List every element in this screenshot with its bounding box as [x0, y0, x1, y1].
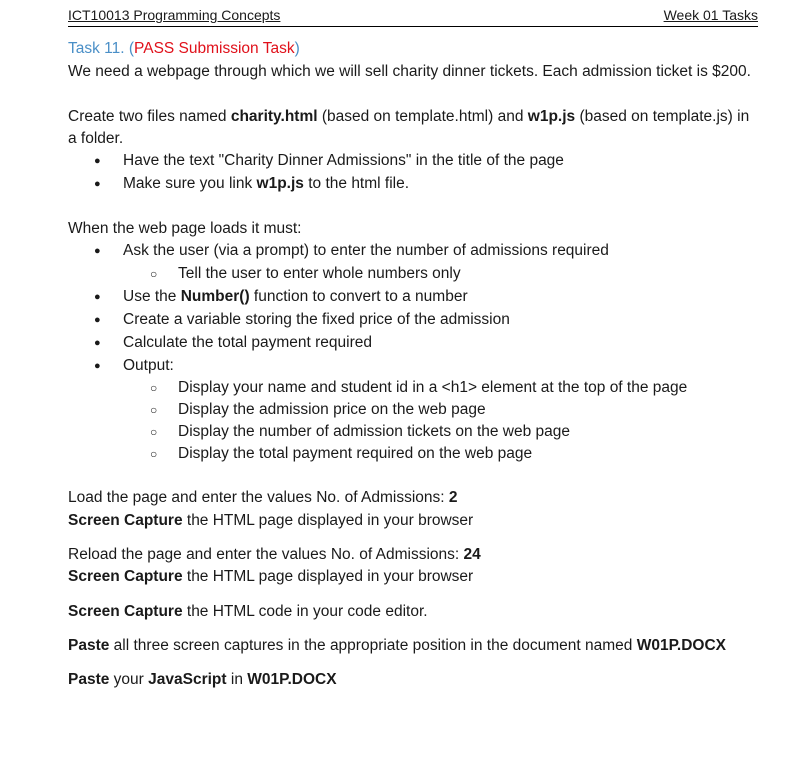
- create-text-c: (based on template.js) in: [575, 108, 750, 125]
- file-w1p-js: w1p.js: [527, 108, 576, 125]
- capture-label: Screen Capture: [68, 568, 183, 585]
- create-text-a: Create two files named: [68, 108, 231, 125]
- step-reload-text: Reload the page and enter the values No. of Admissions:: [68, 546, 464, 563]
- paste-js-text-a: your: [109, 671, 149, 688]
- load-bullet-calc: Calculate the total payment required: [123, 334, 373, 351]
- capture-text: the HTML page displayed in your browser: [182, 512, 474, 529]
- bullet-dot-icon: ●: [94, 291, 101, 303]
- step-paste-captures: [68, 636, 726, 656]
- bullet-dot-icon: ●: [94, 337, 101, 349]
- output-name-id: Display your name and student id in a <h1> element at the top of the page: [178, 379, 688, 396]
- bullet-circle-icon: ○: [150, 425, 158, 439]
- bullet-dot-icon: ●: [94, 155, 101, 167]
- bullet-dot-icon: ●: [94, 314, 101, 326]
- step-load-value: 2: [448, 489, 458, 506]
- load-heading: When the web page loads it must:: [68, 220, 302, 237]
- create-line-1: [68, 107, 749, 127]
- paste-js-label: JavaScript: [148, 671, 227, 688]
- course-title: ICT10013 Programming Concepts: [68, 7, 281, 23]
- create-text-b: (based on template.html) and: [317, 108, 528, 125]
- bullet-circle-icon: ○: [150, 381, 158, 395]
- doc-name: W01P.DOCX: [636, 637, 727, 654]
- bullet-circle-icon: ○: [150, 403, 158, 417]
- bullet-circle-icon: ○: [150, 447, 158, 461]
- bullet-dot-icon: ●: [94, 178, 101, 190]
- output-tickets: Display the number of admission tickets on the web page: [178, 423, 571, 440]
- step-paste-js: [68, 670, 337, 690]
- bullet-circle-icon: ○: [150, 267, 158, 281]
- load-sub-whole-numbers: Tell the user to enter whole numbers only: [178, 265, 461, 282]
- bullet-dot-icon: ●: [94, 245, 101, 257]
- load-bullet-variable: Create a variable storing the fixed price of the admission: [123, 311, 510, 328]
- load-bullet-prompt: Ask the user (via a prompt) to enter the number of admissions required: [123, 242, 609, 259]
- step-capture-1: [68, 511, 473, 531]
- paste-js-text-c: in: [226, 671, 248, 688]
- bullet-dot-icon: ●: [94, 360, 101, 372]
- paste-label: Paste: [68, 637, 110, 654]
- capture-code-text: the HTML code in your code editor.: [182, 603, 428, 620]
- link-file: w1p.js: [256, 175, 304, 192]
- create-bullet-link: [123, 174, 409, 194]
- paste-label: Paste: [68, 671, 110, 688]
- week-label: Week 01 Tasks: [663, 7, 758, 23]
- task-prefix: Task 11. (: [68, 40, 135, 57]
- capture-text: the HTML page displayed in your browser: [182, 568, 474, 585]
- number-text-c: function to convert to a number: [249, 288, 468, 305]
- task-title: [68, 39, 300, 59]
- number-text-a: Use the: [123, 288, 181, 305]
- output-price: Display the admission price on the web page: [178, 401, 486, 418]
- capture-label: Screen Capture: [68, 603, 183, 620]
- step-load-text: Load the page and enter the values No. of Admissions:: [68, 489, 449, 506]
- link-text-a: Make sure you link: [123, 175, 257, 192]
- step-capture-code: [68, 602, 428, 622]
- doc-name: W01P.DOCX: [247, 671, 337, 688]
- pass-label: PASS Submission Task: [134, 40, 295, 57]
- paste-captures-text: all three screen captures in the appropriate position in the document named: [109, 637, 637, 654]
- task-suffix: ): [294, 40, 300, 57]
- load-bullet-output: Output:: [123, 357, 174, 374]
- number-func: Number(): [180, 288, 250, 305]
- step-reload-value: 24: [463, 546, 481, 563]
- output-total: Display the total payment required on the web page: [178, 445, 533, 462]
- step-reload-24: [68, 545, 481, 565]
- load-bullet-number: [123, 287, 468, 307]
- step-capture-2: [68, 567, 473, 587]
- task-intro: We need a webpage through which we will sell charity dinner tickets. Each admission ticket is $200.: [68, 63, 751, 80]
- create-bullet-title: Have the text "Charity Dinner Admissions" in the title of the page: [123, 152, 564, 169]
- link-text-c: to the html file.: [303, 175, 410, 192]
- file-charity-html: charity.html: [230, 108, 318, 125]
- page-header: [68, 7, 758, 27]
- step-load-2: [68, 488, 458, 508]
- capture-label: Screen Capture: [68, 512, 183, 529]
- create-line-2: a folder.: [68, 130, 124, 147]
